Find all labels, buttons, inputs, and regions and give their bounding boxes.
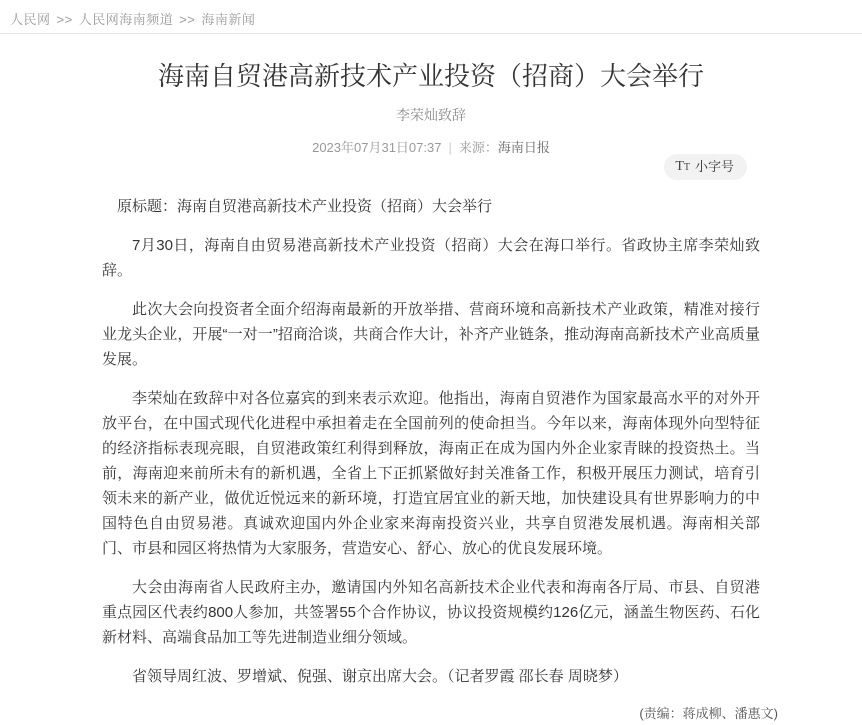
breadcrumb (0, 0, 862, 34)
article-paragraph: 省领导周红波、罗增斌、倪强、谢京出席大会。（记者罗霞 邵长春 周晓梦） (132, 668, 628, 685)
article-paragraph: 李荣灿在致辞中对各位嘉宾的到来表示欢迎。他指出，海南自贸港作为国家最高水平的对外开放平台，在中国式现代化进程中承担着走在全国前列的使命担当。今年以来，海南体现外向型特征的经济指标表现亮眼，自贸港政策红利得到释放，海南正在成为国内外企业家青睐的投资热土。当前，海南迎来前所未有的新机遇，全省上下正抓紧做好封关准备工作，积极开展压力测试，培育引领未来的新产业，做优近悦远来的新环境，打造宜居宜业的新天地，加快建设具有世界影响力的中国特色自由贸易港。真诚欢迎国内外企业家来海南投资兴业，共享自贸港发展机遇。海南相关部门、市县和园区将热情为大家服务，营造安心、舒心、放心的优良发展环境。 (102, 390, 760, 557)
breadcrumb-link-hainan-news[interactable]: 海南新闻 (201, 12, 256, 27)
article-paragraph: 此次大会向投资者全面介绍海南最新的开放举措、营商环境和高新技术产业政策，精准对接行业龙头企业，开展“一对一”招商洽谈，共商合作大计，补齐产业链条，推动海南高新技术产业高质量发展。 (102, 301, 760, 368)
font-size-button-label: 小字号 (694, 159, 734, 174)
source-label: 来源： (458, 140, 498, 155)
article-subtitle: 李荣灿致辞 (396, 107, 466, 123)
editors-note: (责编：蒋成柳、潘惠文) (639, 706, 778, 721)
breadcrumb-link-hainan-channel[interactable]: 人民网海南频道 (78, 12, 174, 27)
breadcrumb-separator: >> (56, 12, 73, 27)
font-size-button[interactable] (664, 154, 747, 180)
article (102, 58, 778, 722)
meta-separator: | (448, 140, 452, 155)
font-size-icon: TT (675, 159, 690, 174)
page-title: 海南自贸港高新技术产业投资（招商）大会举行 (157, 61, 704, 91)
font-size-row (102, 154, 760, 180)
article-paragraph: 7月30日，海南自由贸易港高新技术产业投资（招商）大会在海口举行。省政协主席李荣灿致辞。 (102, 237, 760, 279)
publish-date: 2023年07月31日07:37 (312, 140, 442, 155)
article-paragraph: 大会由海南省人民政府主办，邀请国内外知名高新技术企业代表和海南各厅局、市县、自贸港重点园区代表约800人参加，共签署55个合作协议，协议投资规模约126亿元，涵盖生物医药、石化新材料、高端食品加工等先进制造业细分领域。 (102, 579, 760, 646)
article-body (102, 194, 760, 689)
source-link[interactable]: 海南日报 (497, 140, 550, 155)
breadcrumb-separator: >> (179, 12, 196, 27)
original-title: 原标题：海南自贸港高新技术产业投资（招商）大会举行 (117, 198, 493, 215)
breadcrumb-link-peoples-daily[interactable]: 人民网 (10, 12, 51, 27)
